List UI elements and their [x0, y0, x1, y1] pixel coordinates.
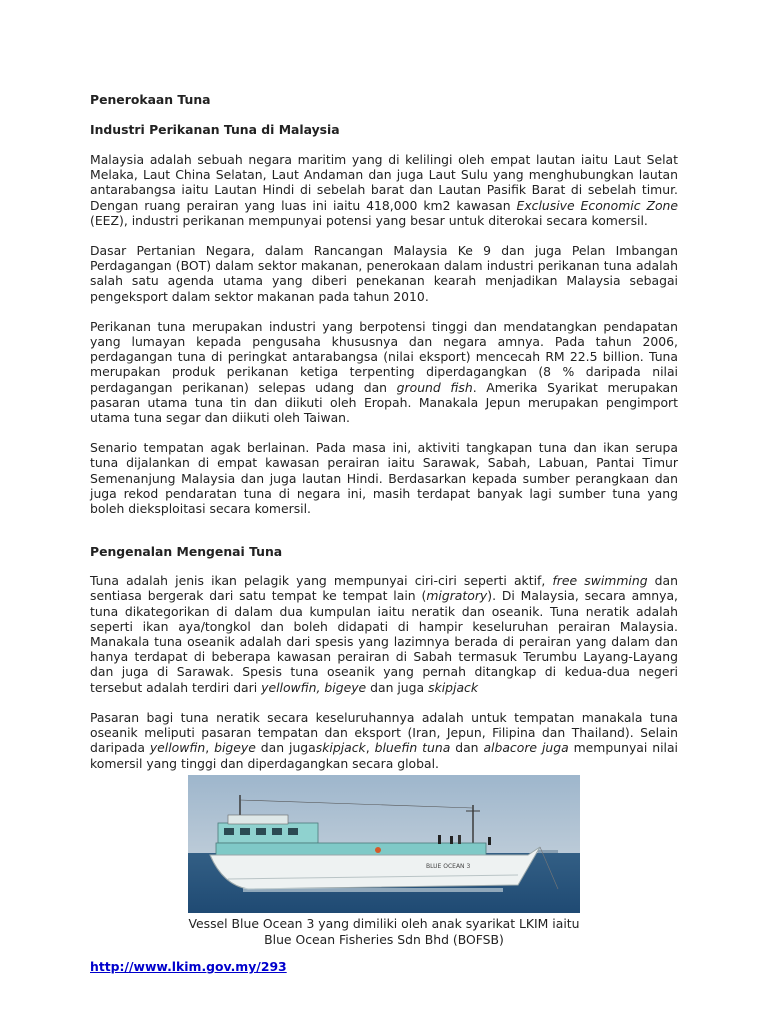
- italic-term: ground fish: [396, 379, 473, 395]
- figure: [184, 775, 584, 948]
- italic-term: albacore juga: [483, 740, 569, 756]
- document-title: Penerokaan Tuna: [90, 92, 211, 107]
- caption-line: Vessel Blue Ocean 3 yang dimiliki oleh anak syarikat LKIM iaitu: [188, 915, 580, 931]
- italic-term: skipjack: [428, 679, 479, 695]
- paragraph: Perikanan tuna merupakan industri yang berpotensi tinggi dan mendatangkan pendapatan yang lumayan kepada pengusaha khususnya dan negara amnya. Pada tahun 2006, perdagangan tuna di peringkat antarabangsa (nilai eksport) mencecah RM 22.5 billion. Tuna merupakan produk perikanan ketiga terpenting diperdagangkan (8 % daripada nilai perdagangan perikanan) selepas udang dan ground fish. Amerika Syarikat merupakan pasaran utama tuna tin dan diikuti oleh Eropah. Manakala Jepun merupakan pengimport utama tuna segar dan diikuti oleh Taiwan.: [90, 318, 678, 426]
- italic-term: free swimming: [552, 573, 648, 589]
- italic-term: yellowfin, bigeye: [261, 679, 367, 695]
- source-link[interactable]: http://www.lkim.gov.my/293: [90, 958, 287, 974]
- italic-term: migratory: [426, 588, 488, 604]
- caption-line: Blue Ocean Fisheries Sdn Bhd (BOFSB): [264, 931, 504, 947]
- section-heading-industry: Industri Perikanan Tuna di Malaysia: [90, 122, 340, 137]
- italic-term: skipjack: [315, 740, 366, 756]
- italic-term: yellowfin: [149, 740, 206, 756]
- document-page: [90, 92, 678, 974]
- italic-term: bigeye: [214, 740, 256, 756]
- italic-term: bluefin tuna: [374, 740, 451, 756]
- paragraph: Malaysia adalah sebuah negara maritim yang di kelilingi oleh empat lautan iaitu Laut Selat Melaka, Laut China Selatan, Laut Andaman dan juga Laut Sulu yang menghubungkan lautan antarabangsa iaitu Lautan Hindi di sebelah barat dan Lautan Pasifik Barat di sebelah timur. Dengan ruang perairan yang luas ini iaitu 418,000 km2 kawasan Exclusive Economic Zone (EEZ), industri perikanan mempunyai potensi yang besar untuk diterokai secara komersil.: [90, 152, 679, 228]
- paragraph: Pasaran bagi tuna neratik secara keseluruhannya adalah untuk tempatan manakala tuna oseanik meliputi pasaran tempatan dan eksport (Iran, Jepun, Filipina dan Thailand). Selain daripada yellowfin, bigeye dan jugaskipjack, bluefin tuna dan albacore juga mempunyai nilai komersil yang tinggi dan diperdagangkan secara global.: [90, 709, 678, 771]
- vessel-photo: [188, 775, 580, 913]
- italic-term: Exclusive Economic Zone: [516, 197, 679, 213]
- paragraph: Tuna adalah jenis ikan pelagik yang mempunyai ciri-ciri seperti aktif, free swimming dan sentiasa bergerak dari satu tempat ke tempat lain (migratory). Di Malaysia, secara amnya, tuna dikategorikan di dalam dua kumpulan iaitu neratik dan oseanik. Tuna neratik adalah seperti ikan aya/tongkol dan boleh didapati di hampir keseluruhan perairan Malaysia. Manakala tuna oseanik adalah dari spesis yang lazimnya berada di perairan yang dalam dan hanya terdapat di beberapa kawasan perairan di Sabah termasuk Terumbu Layang-Layang dan juga di Sarawak. Spesis tuna oseanik yang pernah ditangkap di kedua-dua negeri tersebut adalah terdiri dari yellowfin, bigeye dan juga skipjack: [90, 573, 678, 695]
- boat-name-label: BLUE OCEAN 3: [426, 862, 471, 870]
- paragraph: Senario tempatan agak berlainan. Pada masa ini, aktiviti tangkapan tuna dan ikan serupa tuna dijalankan di empat kawasan perairan iaitu Sarawak, Sabah, Labuan, Pantai Timur Semenanjung Malaysia dan juga lautan Hindi. Berdasarkan kepada sumber perangkaan dan juga rekod pendaratan tuna di negara ini, masih terdapat banyak lagi sumber tuna yang boleh dieksploitasi secara komersil.: [90, 440, 678, 517]
- figure-caption: [184, 916, 584, 948]
- section-heading-intro: Pengenalan Mengenai Tuna: [90, 544, 283, 560]
- paragraph: Dasar Pertanian Negara, dalam Rancangan Malaysia Ke 9 dan juga Pelan Imbangan Perdagangan (BOT) dalam sektor makanan, penerokaan dalam industri perikanan tuna adalah salah satu agenda utama yang diberi penekanan kearah menjadikan Malaysia sebagai pengeksport dalam sektor makanan pada tahun 2010.: [90, 243, 678, 304]
